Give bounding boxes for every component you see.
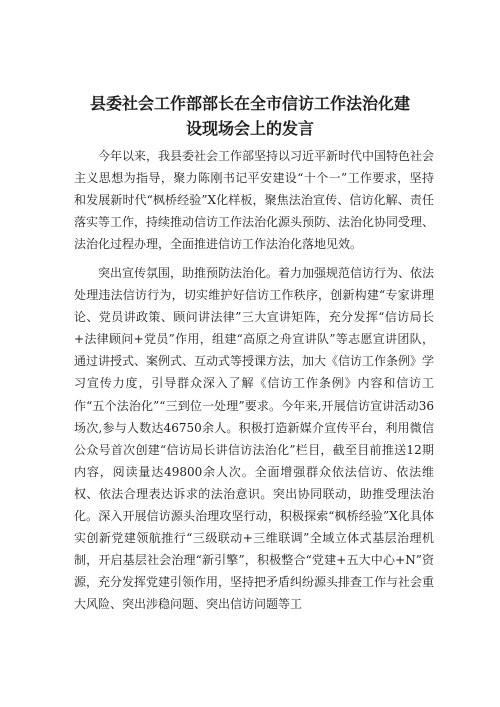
paragraph-publicity: 突出宣传氛围，助推预防法治化。着力加强规范信访行为、依法处理违法信访行为，切实维护好信访工作秩序，创新构建“专家讲理论、党员讲政策、顾问讲法律”三大宣讲矩阵，充分发挥“信访局长+法律顾问+党员”作用，组建“高原之舟宣讲队”等志愿宣讲团队，通过讲授式、案例式、互动式等授课方法，加大《信访工作条例》学习宣传力度，引导群众深入了解《信访工作条例》内容和信访工作“五个法治化”“三到位一处理”要求。今年来,开展信访宣讲活动36场次,参与人数达46750余人。积极打造新媒介宣传平台，利用微信公众号首次创建“信访局长讲信访法治化”栏目，截至目前推送12期内容，阅读量达49800余人次。全面增强群众依法信访、依法维权、依法合理表达诉求的法治意识。突出协同联动，助推受理法治化。深入开展信访源头治理攻坚行动，积极探索“枫桥经验”X化具体实创新党建领航推行“三级联动+三维联调”全域立体式基层治理机制，开启基层社会治理“新引擎”，积极整合“党建+五大中心+N”资源，充分发挥党建引领作用，坚持把矛盾纠纷源头排查工作与社会重大风险、突出涉稳问题、突出信访问题等工 <box>74 266 435 612</box>
paragraph-intro: 今年以来，我县委社会工作部坚持以习近平新时代中国特色社会主义思想为指导，聚力陈刚书记平安建设“十个一”工作要求，坚持和发展新时代“枫桥经验”X化样板，聚焦法治宣传、信访化解、责任落实等工作，持续推动信访工作法治化源头预防、法治化协同受理、法治化过程办理，全面推进信访工作法治化落地见效。 <box>74 149 435 252</box>
document-title-line-2: 设现场会上的发言 <box>185 119 314 138</box>
document-title-line-1: 县委社会工作部部长在全市信访工作法治化建 <box>89 94 410 113</box>
